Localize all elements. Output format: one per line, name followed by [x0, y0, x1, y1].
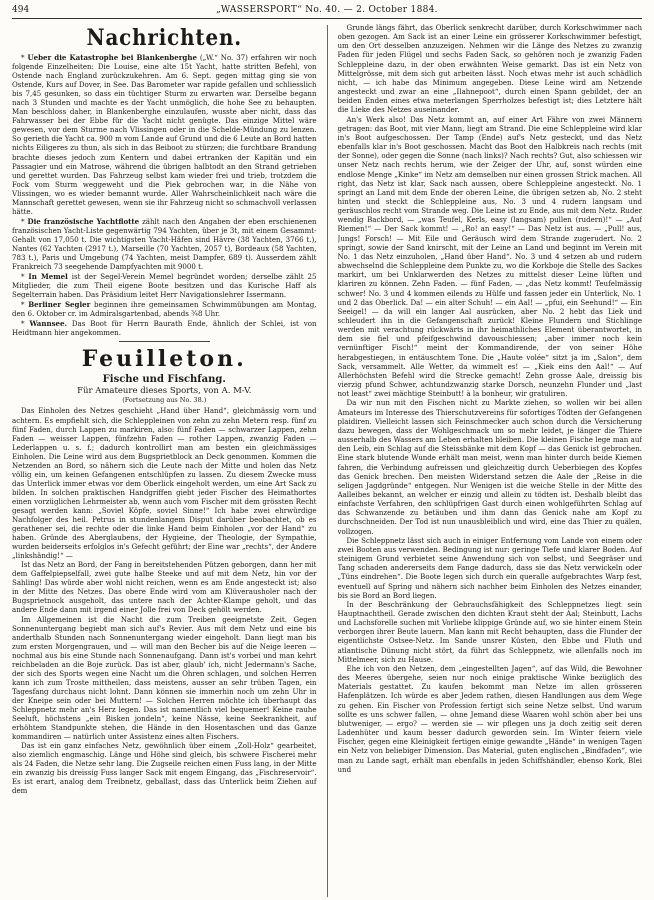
article-paragraph: Im Allgemeinen ist die Nacht die zum Treiben geeignetste Zeit. Gegen Sonnenuntergang begiebt man sich auf's Revier. Aus mit dem Netz und eine bis anderthalb Stunden nach Sonnenuntergang wieder eingeholt. Dann liegt man bis zum ersten Morgengrauen, und — will man den Becher bis auf die Neige leeren — nochmal aus bis eine Stunde nach Sonnenaufgang. Dann ist's vorbei und man kehrt reichbeladen an die Boje zurück. Das ist aber, glaub' ich, nicht Jedermann's Sache, der sich des Sports wegen eine Nacht um die Ohren schlagen, und solchen Herren kann ich zum Troste mittheilen, dass meistens, ausser an sehr trüben Tagen, ein Tagesfang durchaus nicht lohnt. Dann können sie immerhin noch um zehn Uhr in der Kneipe sein oder bei Muttern! — Solchen Herren möchte ich überhaupt das Schleppnetz mehr an's Herz legen. Das ist namentlich viel bequemer! Keine rauhe Seeluft, höchstens „ein Bisken jondeln“, keine Nässe, keine Seekrankheit, auf erhöhtem Standpunkte stehen, die Hände in den Hosentaschen und das Ganze kommandiren — natürlich unter Assistenz eines alten Fischers. — [12, 614, 317, 742]
news-title: Die französische Yachtflotte — [27, 216, 140, 226]
news-item — [12, 300, 317, 318]
running-title: „WASSERSPORT“ No. 40. — 2. October 1884. — [216, 5, 438, 15]
news-item — [12, 319, 317, 337]
news-star: * — [21, 272, 25, 282]
article-paragraph: Grunde längs fährt, das Oberlick senkrecht darüber, durch Korkschwimmer nach oben gezogen. Am Sack ist an einer Leine ein grösserer Korkschwimmer befestigt, um den Ort desselben anzuzeigen. Nehmen wir die Länge des Netzes zu zwanzig Faden für jeden Flügel und sechs Faden Sack, so gehören noch je zwanzig Faden Schleppleine dazu, in der oben erwähnten Weise gemarkt. Das ist ein Netz von Mittelgrösse, mit dem sich gut arbeiten lässt. Noch etwas mehr ist auch schädlich nicht, — ich habe das Minimum angegeben. Diese Leine wird am Netzende angesteckt und zwar an eine „Ilahnepoot“, durch einen Spann gebildet, der an beiden Enden eines etwa meterlangen Sperrholzes befestigt ist; dies Letztere hält die Lieke des Netzes auseinander. — [337, 23, 643, 115]
section-heading-feuilleton: Feuilleton. — [81, 346, 247, 373]
news-text: ist der Segel-Verein Memel begründet worden; derselbe zählt 25 Mitglieder, die zum Theil eigene Boote besitzen und das Kurische Haff als Segelterrain haben. Das Präsidium leitet Herr Navigationslehrer Issermann. — [12, 272, 317, 300]
news-star: * — [21, 300, 25, 310]
left-column — [12, 23, 317, 899]
article-paragraph: Die Schleppnetz lässt sich auch in einiger Entfernung vom Lande von einem oder zwei Booten aus verwenden. Bedingung ist nur: geringe Tiefe und klarer Boden. Auf steinigem Grund verbietet seine Anwendung sich von selbst, und Seegräser und Tang schaden andererseits dem Fange dadurch, dass sie das Netz verwickeln oder „Tüns eindrehen“. Die Boote legen sich durch ein queralle aufgebrachtes Warp fest, eventuell auf Spring und nähern sich nachher beim Einholen des Netzes einander, bis sie Bord an Bord liegen. — [337, 535, 643, 600]
article-paragraph: An's Werk also! Das Netz kommt an, auf einer Art Fähre von zwei Männern getragen: das Boot, mit vier Mann, liegt am Strand. Die eine Schleppleine wird klar in's Boot aufgeschossen. Der Tamp (Ende) auf's Netz gesteckt, und das Netz ebenfalls klar in's Boot geschossen. Macht das Boot den Halbkreis nach rechts (mit der Sonne), oder gegen die Sonne (nach links)? Nach rechts? Gut, also schiessen wir unser Netz nach rechts herum, wie der Zeiger der Uhr, auf, sonst würden eine endlose Menge „Kinke“ im Netz am demselben nur einen grossen Strick machen. All right, das Netz ist klar, Sack nach aussen, obere Schleppleine angesteckt. No. 1 springt an Land mit dem Ende der oberen Leine, die übrigen setzen ab, No. 2 steht hinten und steckt die Schleppleine aus, No. 3 und 4 rudern langsam und geräuschlos recht vom Strande weg. Die Leine ist zu Ende, aus mit dem Netz. Ruder wendig Backbord, — „was Teufel, Kerls, easy (langsam) pullen (rudern)!“ — „Auf Riemen!“ — Der Sack kommt! — „Ro! an easy!“ — Das Netz ist aus. — „Pull! aus, Jungs! Forsch! — Mit Eile und Geräusch wird dem Strande zugerudert. No. 2 springt, sowie der Sand knirscht, mit der Leine an Land und beginnt im Verein mit No. 1 das Netz einzuholen, „Hand über Hand“. No. 3 und 4 setzen ab und rudern abwechselnd die Schleppleine dem Punkte zu, wo die Korkboje die Stelle des Sackes markirt, um bei Unklarwerden des Netzes zu mittelst dieser Leine lüften und klariren zu können. Zehn Faden. — fünf Faden, — „das Netz kommt! Teufelmässig schwer! No. 3 und 4 kommen eilends zu Hülfe und fassen jeder ein Unterlick, No. 1 und 2 das Oberlick. Da! — ein alter Schuh! — ein Aal! — „pfui, ein Seehund!“ — Ein Seeigel! — da will ein langer Aal ausrücken, aber No. 2 hebt das Liek und schleudert ihn in die Gefangenschaft zurück! Kleine Flundern und Stichlinge werden mit verachtung rückwärts in ihr heimathliches Element überantwortet, in dem sie fiel und pfeifgeschwind davouschiessen; „aber immer noch kein vernünftiger Fisch!“ meint der Kommandirende, der von seiner Höhe herabgestiegen, in entäuschtem Tone. Die „Haute volée“ sitzt ja im „Salon“, dem Sack, versammelt. Alle Wetter, da wimmelt es! — „Kiek eins den Aal!“ — Auf Allerhöchsten Befehl wird die Strecke gemacht! Zehn grosse Aale, dreissig bis vierzig pfund Schwer, achtundzwanzig starke Dorsch, neunzehn Flunder und „last not least“ zwei mächtige Steinbutt! à la bonheur, wir gratuliren. — [337, 114, 643, 399]
news-title: Wannsee. — [29, 319, 67, 329]
news-star: * — [21, 53, 25, 62]
news-item — [12, 272, 317, 299]
article-body-right — [338, 23, 643, 774]
news-text: beginnen ihre gemeinsamen Schwimmübungen am Montag, den 6. Oktober cr. im Admiralsgartenbad, abends ¾8 Uhr. — [12, 300, 317, 319]
article-paragraph: In der Beschränkung der Gebrauchsfähigkeit des Schleppnetzes liegt sein Hauptnachtheil. Gerade zwischen den dichten Kraut steht der Aal; Steinbutt, Lachs und Lachsforelle suchen mit Vorliebe klippige Gründe auf, wo sie hinter einem Stein verborgen ihrer Beute lauern. Man kann mit Recht behaupten, dass die Flunder der eigentlichste Ostsee-Netz. Im Sande unsrer Küsten, den Ebbe und Fluth und atlantische Dünung nicht stört, da führt das Schleppnetz, wie allenfalls noch im Mittelmeer, sich zu Hause. — [337, 599, 643, 664]
news-item — [12, 217, 317, 271]
article-paragraph: Das ist ein ganz einfaches Netz, gewöhnlich über einem „Zoll-Holz“ gearbeitet, also ziemlich engmaschig. Länge und Höhe sind gleich, bis schwere Fischerei mehr als 24 Faden, die Netze sehr lang. Die Zugseile reichen einen Fuss lang, in der Mitte ein zwanzig bis dreissig Fuss langer Sack mit engem Eingang, das „Fischreservoir“. Es ist erart, analog dem Treibnetz, geballast, dass das Unterlick beim Ziehen auf dem — [12, 741, 317, 796]
article-continuation-note: (Fortsetzung aus No. 38.) — [122, 396, 207, 405]
news-list — [12, 53, 317, 337]
section-heading-nachrichten: Nachrichten. — [86, 25, 243, 51]
news-title: Berliner Segler — [28, 300, 91, 310]
article-paragraph: Da wir nun mit den Fischen nicht zu Markte ziehen, so wollen wir bei allen Amateurs im Interesse des Thierschutzvereins für sofortiges Tödten der Gefangenen plaidiren. Vielleicht lassen sich Feinschmecker auch schon durch die Versicherung dazu bewegen, dass der Wohlgeschmack um so mehr leidet, je länger die Thiere ausserhalb des Wassers am Leben erhalten bleiben. Die kleinen Fische lege man auf den Leib, ein Schlag auf die Steissbänke mit dem Kopf — das Genick ist gebrochen. Eine stark blutende Wunde erhält man meist, wenn man hinter durch beide Kiemen fahren, die Verbindung aufreissen und gleichzeitig durch Ueberbiegen des Kopfes das Genick brechen. Den meisten Widerstand setzen die Aale der „Reise in die seligen Jagdgründe“ entgegen. Nur Wenigen ist die weiche Stelle in der Mitte des Aalleibes bekannt, an welcher er einzig und allein zu tödten ist. Deshalb bleibt das einfachste Verfahren, den schlüpfrigen Gast durch einen wohlgeführten Schlag auf das Schwanzende zu betäuben und ihm dann das Genick nahe am Kopf zu durchschneiden. Der Tod ist nun unausbleiblich und wird, eine das Thier zu quälen, vollzogen. — [337, 398, 643, 536]
news-title: In Memel — [28, 272, 68, 282]
news-item — [12, 53, 317, 216]
news-star: * — [21, 319, 25, 329]
article-body-left — [12, 406, 317, 795]
right-column — [338, 23, 643, 899]
article-byline: Für Amateure dieses Sports, von A. M-V. — [77, 386, 252, 397]
article-paragraph: Ehe ich von den Netzen, dem „eingestellten Jagen“, auf das Wild, die Bewohner des Meeres übergehe, seien nur noch einige praktische Winke bezüglich des Materials gestattet. Zu kaufen bekommt man Netze im allen grösseren Hafenplätzen. Ich würde es aber Jedem rathen, diesen Handlungen aus dem Wege zu gehen. Ein Fischer von Profession fertigt sich seine Netze selbst. Und warum sollte es uns schwer fallen, — ohne Jemand diese Waaren wohl schön aber bei uns blutweniger, — ergo? — werden sie — wir pflegen uns ja doch zeitig seit deren Ladenhüter und kaum besser dadurch geworden sein. Im Winter feiern viele Fischer, gegen eine Kleinigkeit fertigen einige gewandte „Hände“ in wenigen Tagen ein Netz von beliebiger Dimension. Das Material, guten englischen „Bindfaden“, wie man zu Lande sagt, erhält man ebenfalls in jeden Schiffshändler, ebenso Kork, Blei und — [337, 663, 643, 774]
news-text: („W.“ No. 37) erfahren wir noch folgende Einzelheiten: Die Louise, eine alte 15t Yacht, hatte stritten Befehl, von Ostende nach England zurückzukehren. Am 6. Sept. gegen mittag ging sie von Ostende, Kurs auf Dover, in See. Das Barometer war rapide gefallen und schliesslich bis 7,45 gesunken, so dass ein tüchtiger Sturm zu erwarten war. Derselbe begann nach 3 Stunden und machte es der Yacht unmöglich, die hohe See zu behaupten. Man beschloss daher, in Blankenberghe einzulaufen, wusste aber nicht, dass das Fahrwasser bei der Ebbe für die Yacht nicht genügte. Das einzige Mittel wäre gewesen, vor dem Sturme nach Vlissingen oder in die Schelde-Mündung zu lenzen. So gerieth die Yacht ca. 900 m vom Lande auf Grund und die 6 Leute an Bord hatten nichts Eiligeres zu thun, als sich in das Beiboot zu stürzen; die furchtbare Brandung brachte dieses jedoch zum Kentern und dabei ertranken der Kapitän und ein Passagier und ein Matrose, während die übrigen halbtodt an den Strand getrieben und gerettet wurden. Das Fahrzeug selbst kam wieder frei und trieb, trotzdem die Fock vom Sturm weggeweht und die Piek gebrochen war, in die Nähe von Vlissingen, wo es wieder bemannt wurde. Aller Wahrscheinlichkeit nach wäre die Mannschaft gerettet gewesen, wenn sie ihr Fahrzeug nicht so schmachvoll verlassen hätte. — [12, 53, 317, 216]
news-text: Das Boot für Herrn Baurath Ende, ähnlich der Schlei, ist von Heidtmann hier angekommen. — [12, 319, 317, 338]
news-title: Ueber die Katastrophe bei Blankenberghe — [27, 53, 197, 62]
news-text: zählt nach den Angaben der eben erschienenen französischen Yacht-Liste gegenwärtig 794 Yachten, über je 3t, mit einem Gesammt-Gehalt von 17,050 t. Die wichtigsten Yacht-Häfen sind Hâvre (38 Yachten, 3766 t.), Nantes (62 Yachten (2917 t.), Marseille (70 Yachten, 2057 t), Bordeaux (58 Yachten, 783 t.), Paris und Umgebung (74 Yachten, meist Dampfer, 689 t). Ausserdem zählt Frankreich 73 seegehende Dampfyachten mit 9000 t. — [12, 216, 317, 272]
article-paragraph: Das Einholen des Netzes geschieht „Hand über Hand“, gleichmässig vorn und achtern. Es empfiehlt sich, die Schleppleinen von zehn zu zehn Metern resp. fünf zu fünf Faden, durch Lappen zu markiren, also: fünf Faden — schwarzer Lappen, zehn Faden — weisser Lappen, fünfzehn Faden — rother Lappen, zwanzig Faden — Lederlappen u. s. f.; dadurch kontrollirt man am besten ein gleichmässiges Einholen. Die Leine wird aus dem Bugsprietblock an Deck genommen. Kommen die Netzenden an Bord, so nähern sich die Leute nach der Mitte und holen das Netz völlig ein, um keinen Gefangenen entschlüpfen zu lassen. Zu diesem Zwecke muss das Unterlick immer etwas vor dem Oberlick eingeholt werden, um eine Art Sack zu bilden. In solchen praktischen Handgriffen giebt jeder Fischer des Heimathortes einen vorzüglichen Lehrmeister ab, wenn auch vom Fischer mit dem grössten Recht gesagt werden kann: „Soviel Köpfe, soviel Sinne!“ Ich habe zwei ehrwürdige Nachfolger des heil. Petrus in stundenlangem Disput darüber beobachtet, ob es gerathener sei, die rechte oder die linke Hand beim Einholen „vor der Hand“ zu haben. Gründe des Aberglaubens, der Hygieine, der Theologie, der Sympathie, wurden beiderseits erfolglos in's Gefecht geführt; der Eine war „rechts“, der Andere „linkshändig!“ — — [12, 406, 317, 561]
page-header — [12, 4, 642, 19]
article-subtitle: Fische und Fischfang. — [102, 374, 226, 386]
page-number: 494 — [12, 5, 30, 15]
article-paragraph: Ist das Netz an Bord, der Fang in bereitstehenden Pützen geborgen, dann her mit dem Gaffelpiepselfall, zwei gute halbe Steeke und auf mit dem Netz, hin vor der Sahling! Das würde aber wohl nicht reichen, wenn es am Ende angesteckt ist; also in der Mitte des Netzes. Das obere Ende wird vom am Klüverausholer nach der Bugsprietnock ausgeholt, das untere nach der Achter-Klampe geholt, und das andere Ende dann mit irgend einer Jolle frei von Deck gehölt werden. — [12, 560, 317, 615]
news-star: * — [21, 216, 25, 226]
section-divider — [119, 341, 210, 342]
column-rule — [327, 25, 328, 897]
